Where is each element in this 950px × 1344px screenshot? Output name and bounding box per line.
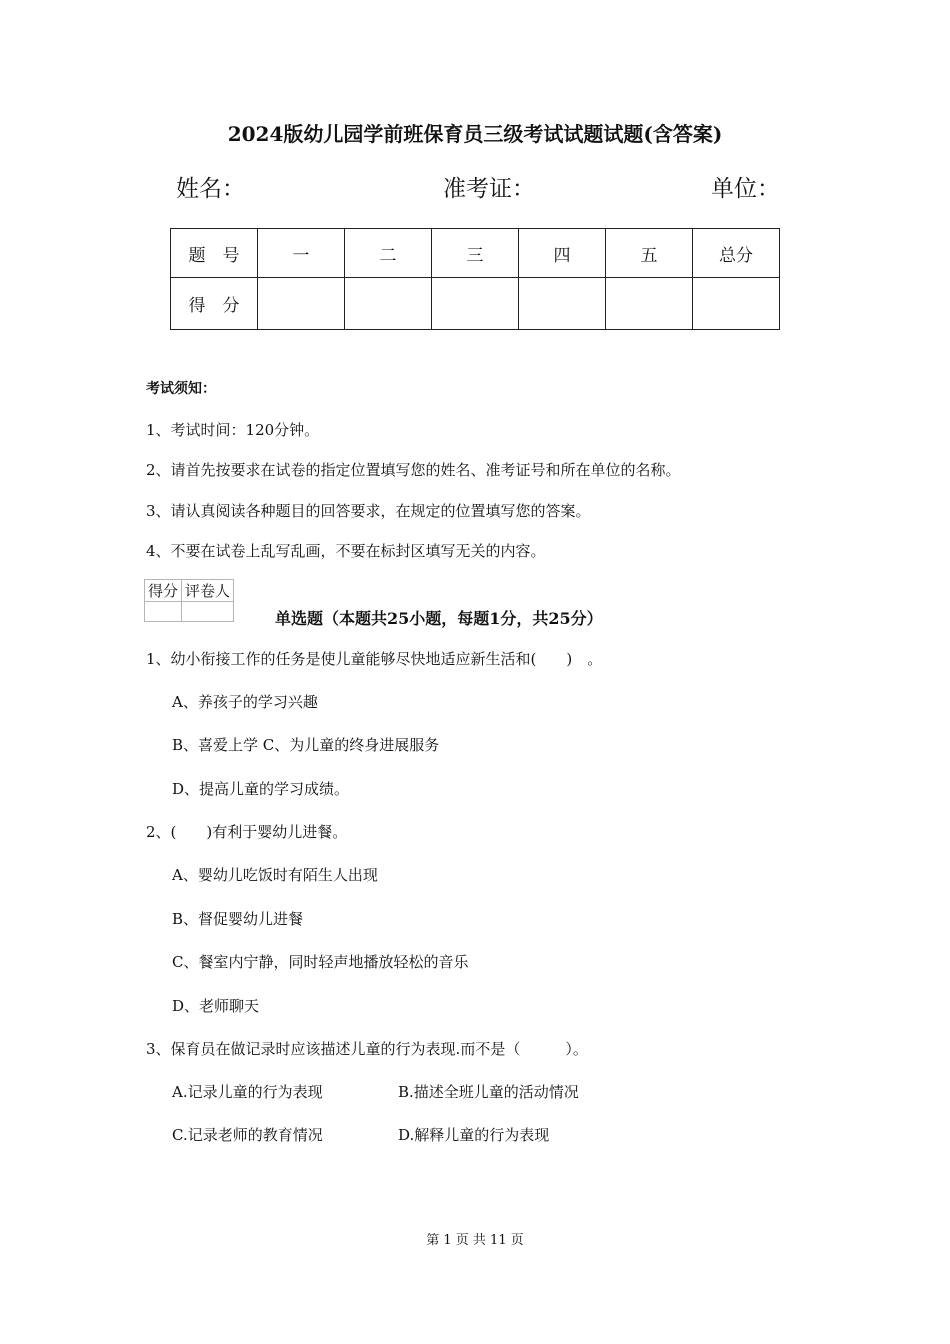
- score-cell[interactable]: [693, 278, 780, 330]
- notice-item: 1、考试时间：120分钟。: [146, 421, 320, 439]
- section-three-header: 三: [432, 229, 519, 278]
- total-score-header: 总分: [693, 229, 780, 278]
- question-option: A、养孩子的学习兴趣: [172, 693, 318, 711]
- grader-box: [144, 579, 234, 622]
- question-option: A、婴幼儿吃饭时有陌生人出现: [172, 866, 378, 884]
- score-table: [170, 228, 780, 330]
- score-cell[interactable]: [345, 278, 432, 330]
- question-number-label: 题 号: [171, 229, 258, 278]
- score-cell[interactable]: [258, 278, 345, 330]
- page-title: 2024版幼儿园学前班保育员三级考试试题试题(含答案): [227, 122, 723, 146]
- question-stem: 1、幼小衔接工作的任务是使儿童能够尽快地适应新生活和( ) 。: [146, 650, 603, 668]
- score-cell[interactable]: [519, 278, 606, 330]
- question-option: A.记录儿童的行为表现: [172, 1083, 323, 1101]
- score-table-header-row: [171, 229, 780, 278]
- page-footer: 第 1 页 共 11 页: [426, 1233, 524, 1248]
- notice-item: 4、不要在试卷上乱写乱画，不要在标封区填写无关的内容。: [146, 542, 546, 560]
- section-two-header: 二: [345, 229, 432, 278]
- section-four-header: 四: [519, 229, 606, 278]
- notice-item: 2、请首先按要求在试卷的指定位置填写您的姓名、准考证号和所在单位的名称。: [146, 461, 681, 479]
- question-option: B、督促婴幼儿进餐: [172, 910, 304, 928]
- grader-name-label: 评卷人: [182, 580, 234, 602]
- unit-field-label: 单位：: [711, 176, 780, 202]
- section-five-header: 五: [606, 229, 693, 278]
- question-stem: 2、( )有利于婴幼儿进餐。: [146, 823, 348, 841]
- notice-title: 考试须知：: [146, 381, 216, 397]
- grader-name-cell[interactable]: [182, 602, 234, 622]
- section-title: 单选题（本题共25小题，每题1分，共25分）: [275, 609, 603, 628]
- question-stem: 3、保育员在做记录时应该描述儿童的行为表现.而不是（ ）。: [146, 1040, 588, 1058]
- question-option: B.描述全班儿童的活动情况: [398, 1083, 579, 1101]
- question-option: D、老师聊天: [172, 997, 260, 1015]
- grader-score-cell[interactable]: [145, 602, 182, 622]
- score-cell[interactable]: [432, 278, 519, 330]
- question-option: D、提高儿童的学习成绩。: [172, 780, 350, 798]
- name-field-label: 姓名：: [176, 176, 245, 202]
- score-row-label: 得 分: [171, 278, 258, 330]
- notice-item: 3、请认真阅读各种题目的回答要求，在规定的位置填写您的答案。: [146, 502, 591, 520]
- question-option: B、喜爱上学 C、为儿童的终身进展服务: [172, 736, 440, 754]
- question-option: C.记录老师的教育情况: [172, 1126, 323, 1144]
- section-one-header: 一: [258, 229, 345, 278]
- grader-score-label: 得分: [145, 580, 182, 602]
- score-cell[interactable]: [606, 278, 693, 330]
- question-option: C、餐室内宁静，同时轻声地播放轻松的音乐: [172, 953, 469, 971]
- question-option: D.解释儿童的行为表现: [398, 1126, 550, 1144]
- score-table-score-row: [171, 278, 780, 330]
- exam-id-field-label: 准考证：: [443, 176, 535, 202]
